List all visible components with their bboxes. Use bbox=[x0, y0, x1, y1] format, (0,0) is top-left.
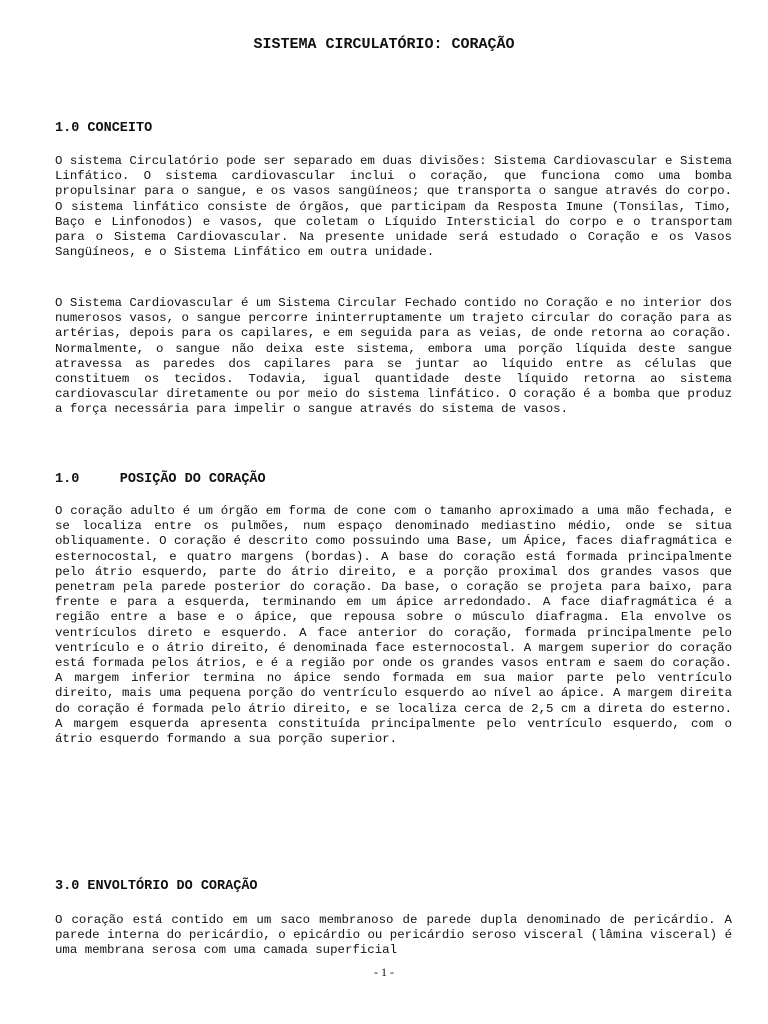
paragraph-envoltorio-1: O coração está contido em um saco membranoso de parede dupla denominado de pericárdio. A parede interna do pericárdio, o epicárdio ou pericárdio seroso visceral (lâmina visceral) é uma membrana serosa com uma camada superficial bbox=[55, 913, 732, 958]
page-number: - 1 - bbox=[374, 965, 394, 979]
paragraph-posicao-1: O coração adulto é um órgão em forma de cone com o tamanho aproximado a uma mão fechada, e se localiza entre os pulmões, num espaço denominado mediastino médio, onde se situa obliquamente. O coração é descrito como possuindo uma Base, um Ápice, faces diafragmática e esternocostal, e quatro margens (bordas). A base do coração está formada principalmente pelo átrio esquerdo, parte do átrio direito, e a porção proximal dos grandes vasos que penetram pela parede posterior do coração. Da base, o coração se projeta para baixo, para frente e para a esquerda, terminando em um ápice arredondado. A face diafragmática é a região entre a base e o ápice, que repousa sobre o músculo diafragma. Ela envolve os ventrículos direto e esquerdo. A face anterior do coração, formada principalmente pelo ventrículo e o átrio direito, é denominada face esternocostal. A margem superior do coração está formada pelos átrios, e é a região por onde os grandes vasos entram e saem do coração. A margem inferior termina no ápice sendo formada em sua maior parte pelo ventrículo direito, mais uma pequena porção do ventrículo esquerdo ao nível ao ápice. A margem direita do coração é formada pelo átrio direito, e se localiza cerca de 2,5 cm a direta do esterno. A margem esquerda apresenta constituída principalmente pelo ventrículo esquerdo, com o átrio esquerdo formando a sua porção superior. bbox=[55, 504, 732, 747]
paragraph-conceito-2: O Sistema Cardiovascular é um Sistema Circular Fechado contido no Coração e no interior dos numerosos vasos, o sangue percorre ininterruptamente um trajeto circular do coração para as artérias, depois para os capilares, e em seguida para as veias, de onde retorna ao coração. Normalmente, o sangue não deixa este sistema, embora uma porção líquida deste sangue atravessa as paredes dos capilares para se juntar ao líquido entre as células que constituem os tecidos. Todavia, igual quantidade deste líquido retorna ao sistema cardiovascular diretamente ou por meio do sistema linfático. O coração é a bomba que produz a força necessária para impelir o sangue através do sistema de vasos. bbox=[55, 296, 732, 417]
section-heading-envoltorio: 3.0 ENVOLTÓRIO DO CORAÇÃO bbox=[55, 879, 258, 894]
paragraph-conceito-1: O sistema Circulatório pode ser separado em duas divisões: Sistema Cardiovascular e Sistema Linfático. O sistema cardiovascular inclui o coração, que funciona como uma bomba propulsinar para o sangue, e os vasos sangüíneos; que transporta o sangue através do corpo. O sistema linfático consiste de órgãos, que participam da Resposta Imune (Tonsilas, Timo, Baço e Linfonodos) e vasos, que coletam o Líquido Intersticial do corpo e o transportam para o Sistema Cardiovascular. Na presente unidade será estudado o Coração e os Vasos Sangüíneos, e o Sistema Linfático em outra unidade. bbox=[55, 154, 732, 260]
section-heading-conceito: 1.0 CONCEITO bbox=[55, 121, 153, 136]
section-heading-posicao: 1.0 POSIÇÃO DO CORAÇÃO bbox=[55, 472, 266, 487]
document-title: SISTEMA CIRCULATÓRIO: CORAÇÃO bbox=[253, 36, 515, 53]
